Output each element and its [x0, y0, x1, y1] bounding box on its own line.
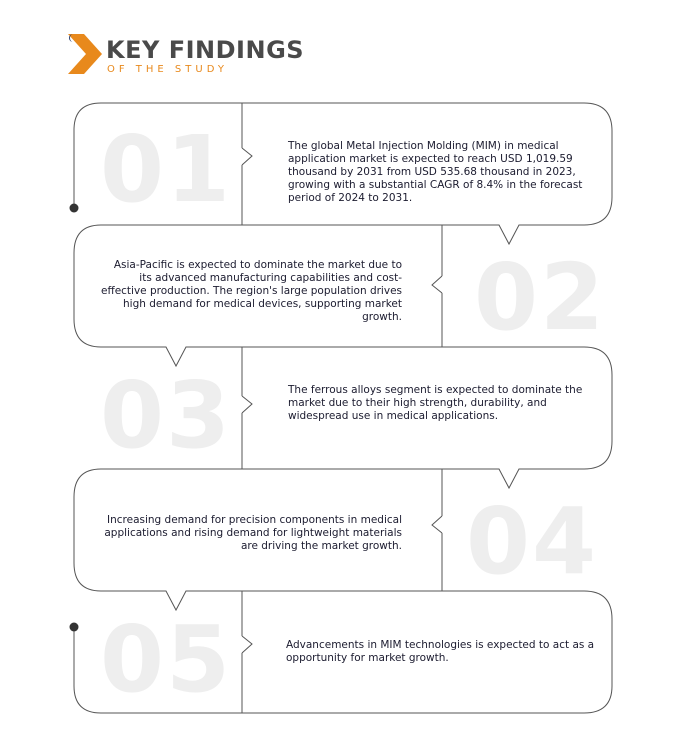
finding-number-3: 03: [100, 362, 233, 469]
timeline-dot-start: [70, 204, 79, 213]
finding-number-1: 01: [100, 116, 233, 223]
page-title: KEY FINDINGS: [106, 36, 305, 64]
finding-number-5: 05: [100, 606, 233, 713]
finding-text-5: Advancements in MIM technologies is expected to act as a opportunity for market growth.: [286, 639, 595, 664]
finding-number-4: 04: [466, 488, 599, 595]
page-subtitle: OF THE STUDY: [107, 64, 228, 75]
finding-text-1: The global Metal Injection Molding (MIM) in medical application market is expected to reach USD 1,019.59 thousand by 2031 from USD 535.68 thousand in 2023, growing with a substantial CAGR of 8.4% in the forecast period of 2024 to 2031.: [288, 140, 583, 204]
timeline-connector-2: [442, 347, 612, 375]
finding-number-2: 02: [474, 244, 607, 351]
timeline-connector-4: [442, 591, 612, 619]
finding-text-2: Asia-Pacific is expected to dominate the market due to its advanced manufacturing capabilities and cost-effective production. The region's large population drives high demand for medical devices, supporting market growth.: [101, 259, 402, 323]
finding-text-3: The ferrous alloys segment is expected to dominate the market due to their high strength, durability, and widespread use in medical applications.: [288, 384, 583, 422]
timeline-dot-end: [70, 623, 79, 632]
finding-text-4: Increasing demand for precision components in medical applications and rising demand for lightweight materials are driving the market growth.: [104, 514, 402, 552]
